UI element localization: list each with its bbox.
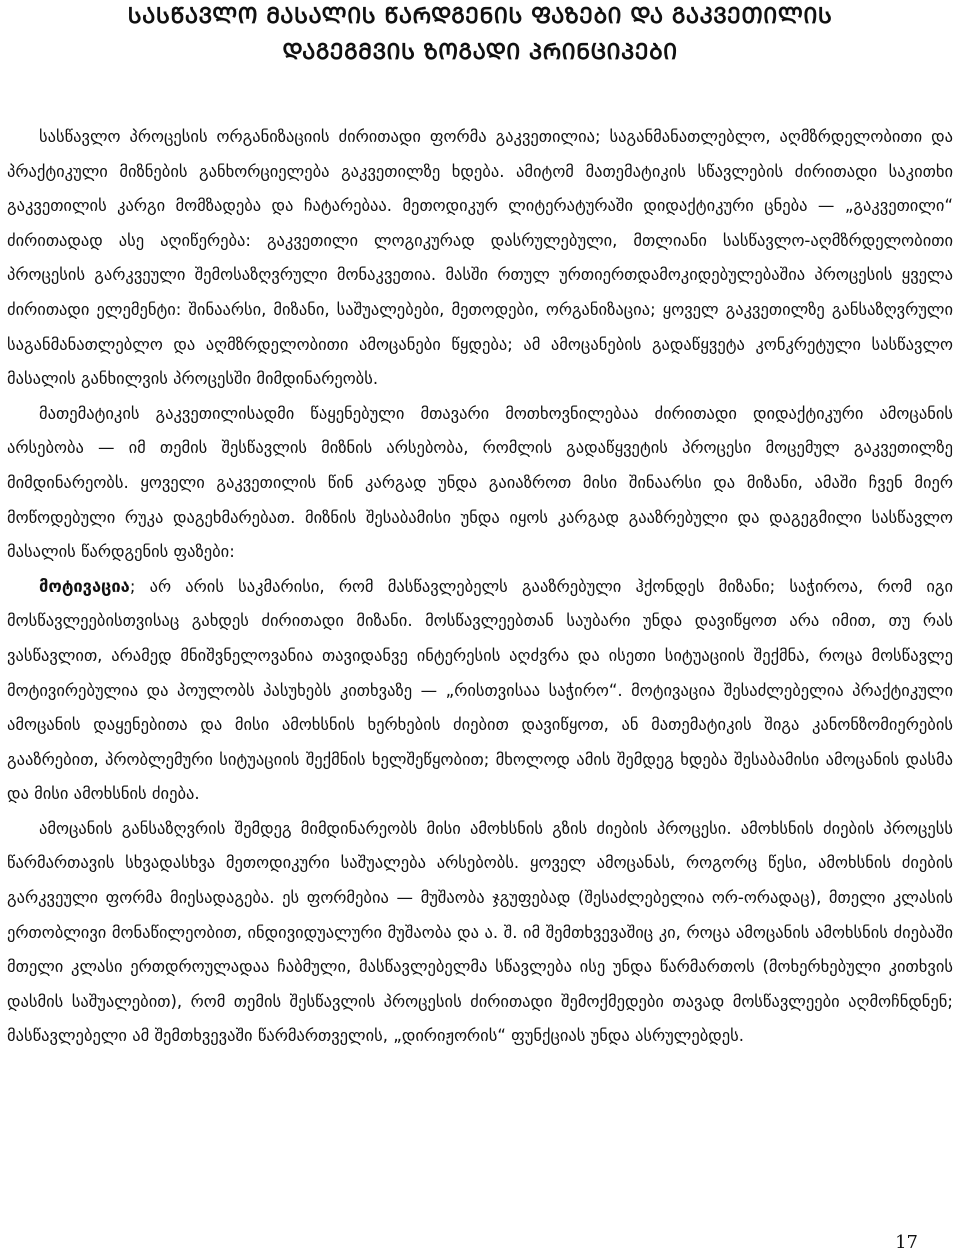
page-number: 17 (895, 1232, 918, 1253)
paragraph-motivation (7, 570, 953, 812)
motivation-text: ; არ არის საკმარისი, რომ მასწავლებელს გააზრებული ჰქონდეს მიზანი; საჭიროა, რომ იგი მოსწავლეებისთვისაც გახდეს ძირითადი მიზანი. მოსწავლეებთან საუბარი უნდა დავიწყოთ არა იმით, თუ რას ვასწავლით, არამედ მნიშვნელოვანია თავიდანვე ინტერესის აღძვრა და ისეთი სიტუაციის შექმნა, როცა მოსწავლე მოტივირებულია და პოულობს პასუხებს კითხვაზე — „რისთვისაა საჭირო“. მოტივაცია შესაძლებელია პრაქტიკული ამოცანის დაყენებითა და მისი ამოხსნის ხერხების ძიებით დავიწყოთ, ან მათემატიკის შიგა კანონზომიერების გააზრებით, პრობლემური სიტუაციის შექმნის ხელშეწყობით; მხოლოდ ამის შემდეგ ხდება შესაბამისი ამოცანის დასმა და მისი ამოხსნის ძიება. (7, 576, 953, 804)
paragraph-solution-search: ამოცანის განსაზღვრის შემდეგ მიმდინარეობს მისი ამოხსნის გზის ძიების პროცესი. ამოხსნის ძიების პროცესს წარმართავის სხვადასხვა მეთოდიკური საშუალება არსებობს. ყოველ ამოცანას, როგორც წესი, ამოხსნის ძიების გარკვეული ფორმა მიესადაგება. ეს ფორმებია — მუშაობა ჯგუფებად (შესაძლებელია ორ-ორადაც), მთელი კლასის ერთობლივი მონაწილეობით, ინდივიდუალური მუშაობა და ა. შ. იმ შემთხვევაშიც კი, როცა ამოცანის ამოხსნის ძიებაში მთელი კლასი ერთდროულადაა ჩაბმული, მასწავლებელმა სწავლება ისე უნდა წარმართოს (მოხერხებული კითხვის დასმის საშუალებით), რომ თემის შესწავლის პროცესის ძირითადი შემოქმედები თავად მოსწავლეები აღმოჩნდნენ; მასწავლებელი ამ შემთხვევაში წარმართველის, „დირიჟორის“ ფუნქციას უნდა ასრულებდეს. (7, 818, 953, 1046)
paragraph-didactic-task: მათემატიკის გაკვეთილისადმი წაყენებული მთავარი მოთხოვნილებაა ძირითადი დიდაქტიკური ამოცანის არსებობა — იმ თემის შესწავლის მიზნის არსებობა, რომლის გადაწყვეტის პროცესი მოცემულ გაკვეთილზე მიმდინარეობს. ყოველი გაკვეთილის წინ კარგად უნდა გაიაზროთ მისი შინაარსი და მიზანი, ამაში ჩვენ მიერ მოწოდებული რუკა დაგეხმარებათ. მიზნის შესაბამისი უნდა იყოს კარგად გააზრებული და დაგეგმილი სასწავლო მასალის წარდგენის ფაზები: (7, 403, 953, 562)
motivation-keyword: მოტივაცია (39, 576, 130, 596)
page-title-line-2: ᲓᲐᲒᲔᲒᲛᲕᲘᲡ ᲖᲝᲒᲐᲓᲘ ᲞᲠᲘᲜᲪᲘᲞᲔᲑᲘ (282, 40, 678, 65)
body-text (7, 120, 953, 1054)
page-title-line-1: ᲡᲐᲡᲬᲐᲕᲚᲝ ᲛᲐᲡᲐᲚᲘᲡ ᲬᲐᲠᲓᲒᲔᲜᲘᲡ ᲤᲐᲖᲔᲑᲘ ᲓᲐ ᲒᲐᲙᲕᲔᲗᲘᲚᲘᲡ (127, 4, 833, 29)
paragraph-lesson-definition: სასწავლო პროცესის ორგანიზაციის ძირითადი ფორმა გაკვეთილია; საგანმანათლებლო, აღმზრდელობითი და პრაქტიკული მიზნების განხორციელება გაკვეთილზე ხდება. ამიტომ მათემატიკის სწავლების ძირითადი საკითხი გაკვეთილის კარგი მომზადება და ჩატარებაა. მეთოდიკურ ლიტერატურაში დიდაქტიკური ცნება — „გაკვეთილი“ ძირითადად ასე აღიწერება: გაკვეთილი ლოგიკურად დასრულებული, მთლიანი სასწავლო-აღმზრდელობითი პროცესის გარკვეული შემოსაზღვრული მონაკვეთია. მასში რთულ ურთიერთდამოკიდებულებაშია პროცესის ყველა ძირითადი ელემენტი: შინაარსი, მიზანი, საშუალებები, მეთოდები, ორგანიზაცია; ყოველ გაკვეთილზე განსაზღვრული საგანმანათლებლო და აღმზრდელობითი ამოცანები წყდება; ამ ამოცანების გადაწყვეტა კონკრეტული სასწავლო მასალის განხილვის პროცესში მიმდინარეობს. (7, 127, 953, 389)
